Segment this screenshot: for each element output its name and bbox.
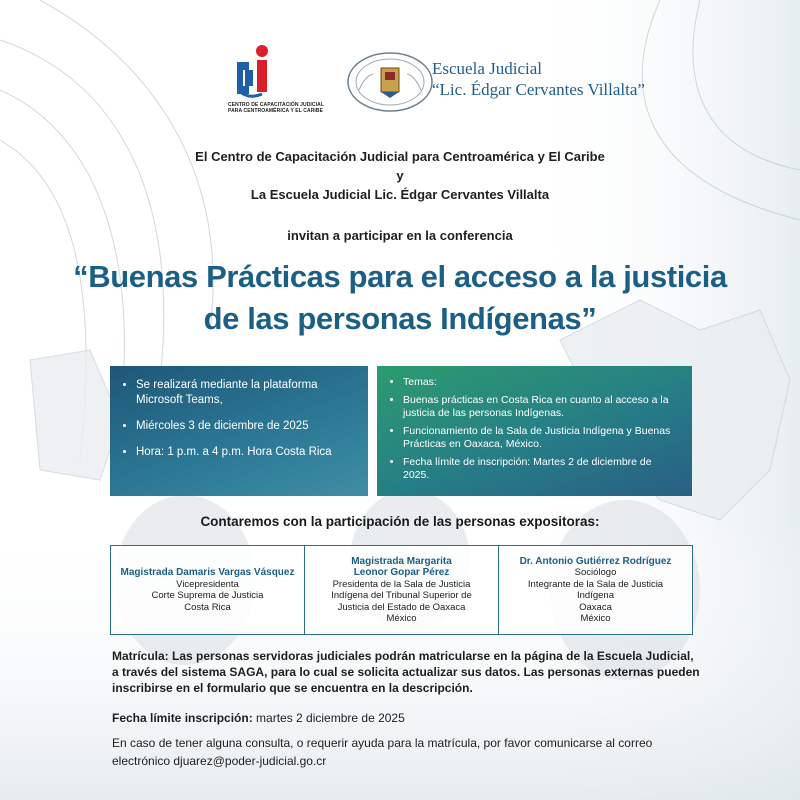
speaker-institution: Justicia del Estado de Oaxaca — [337, 601, 466, 613]
deadline-value: martes 2 diciembre de 2025 — [252, 711, 405, 725]
speaker-country: México — [580, 613, 611, 624]
speaker-role: Integrante de la Sala de Justicia — [527, 578, 664, 590]
seal-emblem-icon — [345, 50, 435, 114]
registration-deadline — [112, 710, 702, 726]
speaker-country: Costa Rica — [184, 601, 231, 613]
speaker-profession: Sociólogo — [574, 567, 617, 578]
speaker-card — [498, 545, 693, 635]
intro-line-1: El Centro de Capacitación Judicial para Centroamérica y El Caribe — [195, 149, 605, 164]
speaker-role-cont: Indígena del Tribunal Superior de — [331, 590, 472, 601]
speakers-row — [110, 545, 692, 635]
conference-title — [0, 256, 800, 340]
speaker-role: Presidenta de la Sala de Justicia — [332, 578, 471, 590]
topics-box — [377, 366, 692, 496]
speakers-heading: Contaremos con la participación de las personas expositoras: — [200, 514, 600, 529]
speaker-state: Oaxaca — [579, 601, 612, 613]
detail-date: • Miércoles 3 de diciembre de 2025 — [136, 419, 354, 434]
conference-title-line1: “Buenas Prácticas para el acceso a la justicia — [73, 259, 727, 294]
conference-title-line2: de las personas Indígenas” — [203, 301, 597, 336]
speaker-name-line2: Leonor Gopar Pérez — [353, 567, 450, 578]
deadline-label: Fecha límite inscripción: — [112, 711, 253, 725]
intro-line-2: y — [396, 168, 404, 183]
ccj-emblem-icon — [232, 44, 276, 100]
speaker-name: Magistrada Damaris Vargas Vásquez — [120, 567, 295, 578]
speaker-institution: Corte Suprema de Justicia — [151, 590, 264, 601]
detail-time: • Hora: 1 p.m. a 4 p.m. Hora Costa Rica — [136, 445, 354, 460]
topic-deadline: • Fecha límite de inscripción: Martes 2 de diciembre de 2025. — [403, 456, 678, 483]
topic-2: • Funcionamiento de la Sala de Justicia Indígena y Buenas Prácticas en Oaxaca, México. — [403, 425, 678, 452]
ccj-caption-line1: CENTRO DE CAPACITACIÓN JUDICIAL — [228, 102, 324, 108]
speaker-name: Dr. Antonio Gutiérrez Rodríguez — [519, 555, 672, 567]
escuela-judicial-name — [432, 58, 645, 100]
speaker-card — [304, 545, 499, 635]
speaker-role-cont: Indígena — [577, 590, 614, 601]
event-details-box — [110, 366, 368, 496]
ccj-caption-line2: PARA CENTROAMÉRICA Y EL CARIBE — [228, 108, 324, 114]
detail-platform: • Se realizará mediante la plataforma Microsoft Teams, — [136, 378, 354, 408]
intro-line-3: La Escuela Judicial Lic. Édgar Cervantes Villalta — [250, 187, 550, 202]
speaker-country: México — [386, 613, 417, 624]
registration-info: Matrícula: Las personas servidoras judiciales podrán matricularse en la página de la Escuela Judicial, a través del sistema SAGA, para lo cual se solicita actualizar sus datos. Las personas externas pueden inscribirse en el formulario que se encuentra en la descripción. — [112, 649, 700, 695]
contact-info: En caso de tener alguna consulta, o requerir ayuda para la matrícula, por favor comunicarse al correo electrónico djuarez@poder-judicial.go.cr — [112, 736, 653, 768]
topic-1: • Buenas prácticas en Costa Rica en cuanto al acceso a la justicia de las personas Indígenas. — [403, 394, 678, 421]
escuela-judicial-seal — [345, 50, 435, 114]
speaker-role: Vicepresidenta — [176, 578, 239, 590]
invite-line: invitan a participar en la conferencia — [287, 228, 513, 243]
ej-name-line2: “Lic. Édgar Cervantes Villalta” — [432, 80, 645, 99]
speaker-card — [110, 545, 305, 635]
ej-name-line1: Escuela Judicial — [432, 59, 542, 78]
speaker-name: Magistrada Margarita — [351, 555, 452, 567]
ccj-logo — [228, 44, 328, 114]
topics-heading: • Temas: — [403, 376, 678, 390]
